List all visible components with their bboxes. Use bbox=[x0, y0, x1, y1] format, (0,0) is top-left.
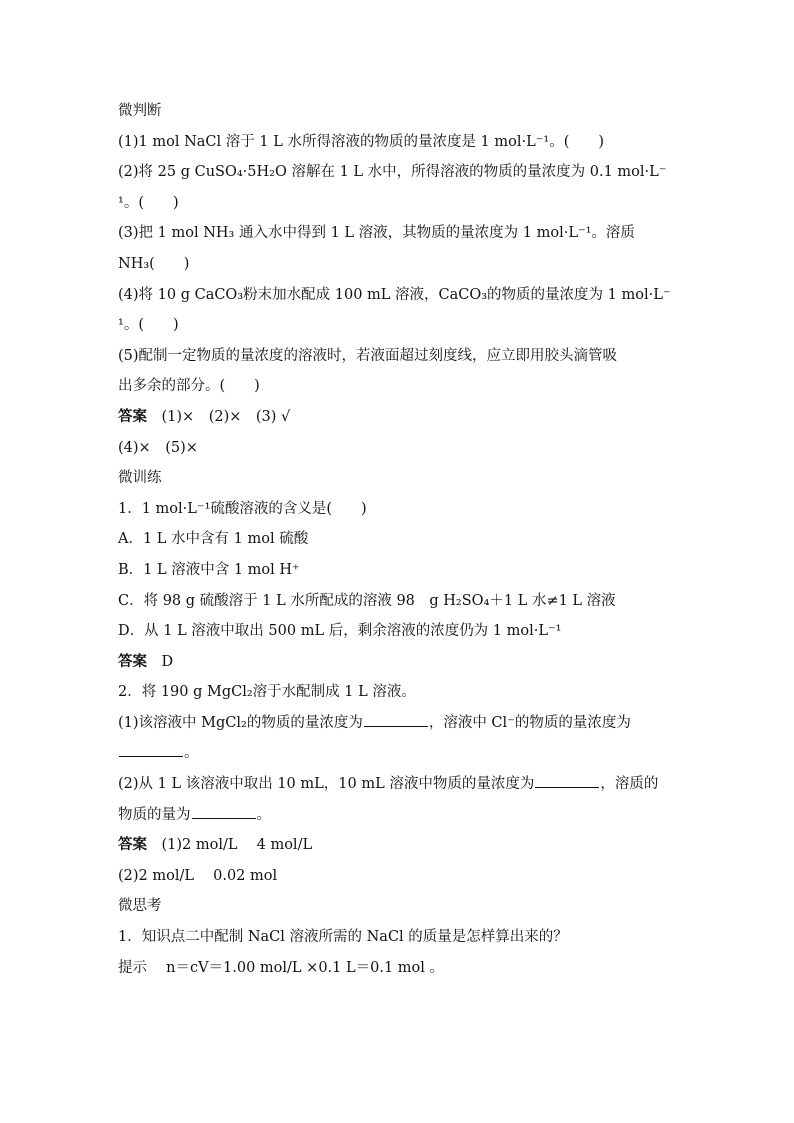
q2-2-text-d: 。 bbox=[256, 806, 271, 823]
train-option-d: D．从 1 L 溶液中取出 500 mL 后，剩余溶液的浓度仍为 1 mol·L⁻¹ bbox=[118, 623, 562, 640]
q2-2-text-a: (2)从 1 L 该溶液中取出 10 mL，10 mL 溶液中物质的量浓度为 bbox=[118, 776, 535, 793]
train-q2-1-line1 bbox=[118, 708, 680, 739]
judge-q4-line2: ¹。( ) bbox=[118, 317, 179, 334]
train-q2-1-line2 bbox=[118, 738, 680, 769]
answer-label: 答案 bbox=[118, 407, 147, 425]
train-q2-2-line1 bbox=[118, 769, 680, 800]
train-answer1 bbox=[118, 647, 680, 678]
think-hint bbox=[118, 953, 680, 984]
train-q2-2-line2 bbox=[118, 800, 680, 831]
blank-underline bbox=[119, 742, 183, 757]
q2-2-text-b: ，溶质的 bbox=[600, 776, 659, 793]
think-q1: 1．知识点二中配制 NaCl 溶液所需的 NaCl 的质量是怎样算出来的？ bbox=[118, 929, 568, 946]
judge-q2-line1: (2)将 25 g CuSO₄·5H₂O 溶解在 1 L 水中，所得溶液的物质的量浓度为 0.1 mol·L⁻ bbox=[118, 164, 667, 181]
judge-q2-line2: ¹。( ) bbox=[118, 194, 179, 211]
judge-q4-line1: (4)将 10 g CaCO₃粉末加水配成 100 mL 溶液，CaCO₃的物质的量浓度为 1 mol·L⁻ bbox=[118, 286, 671, 303]
section-title-judge: 微判断 bbox=[118, 103, 162, 119]
judge-q5-line1: (5)配制一定物质的量浓度的溶液时，若液面超过刻度线，应立即用胶头滴管吸 bbox=[118, 347, 618, 364]
hint-label: 提示 bbox=[118, 959, 147, 976]
blank-underline bbox=[364, 712, 428, 727]
train-q2: 2．将 190 g MgCl₂溶于水配制成 1 L 溶液。 bbox=[118, 684, 416, 701]
blank-underline bbox=[192, 804, 256, 819]
train-option-a: A．1 L 水中含有 1 mol 硫酸 bbox=[118, 531, 309, 548]
train-answer2-line1 bbox=[118, 830, 680, 861]
judge-answer-line1 bbox=[118, 402, 680, 433]
q2-1-text-b: ，溶液中 Cl⁻的物质的量浓度为 bbox=[428, 714, 631, 731]
q2-1-text-c: 。 bbox=[184, 745, 199, 762]
document-page bbox=[118, 96, 680, 983]
train-answer2-line2: (2)2 mol/L 0.02 mol bbox=[118, 867, 278, 884]
answer-label: 答案 bbox=[118, 836, 147, 854]
blank-underline bbox=[535, 773, 599, 788]
train-option-c: C．将 98 g 硫酸溶于 1 L 水所配成的溶液 98 g H₂SO₄＋1 L 水≠1 L 溶液 bbox=[118, 592, 616, 609]
train-option-b: B．1 L 溶液中含 1 mol H⁺ bbox=[118, 561, 300, 578]
q2-1-text-a: (1)该溶液中 MgCl₂的物质的量浓度为 bbox=[118, 714, 363, 731]
section-title-think: 微思考 bbox=[118, 898, 162, 915]
answer-text: (1)× (2)× (3) √ bbox=[147, 408, 291, 425]
answer-text: (1)2 mol/L 4 mol/L bbox=[147, 837, 313, 854]
judge-q5-line2: 出多余的部分。( ) bbox=[118, 378, 260, 395]
hint-text: n＝cV＝1.00 mol/L ×0.1 L＝0.1 mol 。 bbox=[147, 959, 445, 976]
answer-text: D bbox=[147, 653, 174, 670]
answer-label: 答案 bbox=[118, 652, 147, 670]
judge-q1: (1)1 mol NaCl 溶于 1 L 水所得溶液的物质的量浓度是 1 mol·L⁻¹。( ) bbox=[118, 133, 605, 150]
train-q1: 1．1 mol·L⁻¹硫酸溶液的含义是( ) bbox=[118, 500, 367, 517]
section-title-train: 微训练 bbox=[118, 470, 162, 487]
q2-2-text-c: 物质的量为 bbox=[118, 806, 191, 823]
judge-q3-line1: (3)把 1 mol NH₃ 通入水中得到 1 L 溶液，其物质的量浓度为 1 mol·L⁻¹。溶质 bbox=[118, 225, 635, 242]
judge-q3-line2: NH₃( ) bbox=[118, 255, 190, 272]
judge-answer-line2: (4)× (5)× bbox=[118, 439, 198, 456]
